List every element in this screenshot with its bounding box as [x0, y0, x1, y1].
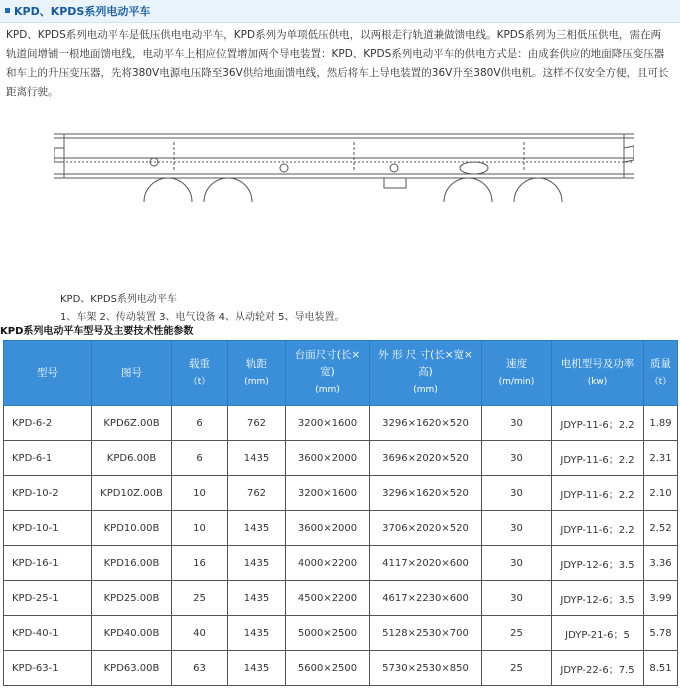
- table-title: KPD系列电动平车型号及主要技术性能参数: [0, 326, 194, 337]
- speed-cell: 30: [482, 441, 552, 476]
- column-header: 电机型号及功率 (kw): [552, 341, 644, 406]
- speed-cell: 30: [482, 546, 552, 581]
- model-cell: KPD-10-2: [4, 476, 92, 511]
- mass-cell: 3.36: [644, 546, 678, 581]
- deck-size-cell: 3600×2000: [286, 441, 370, 476]
- column-header: 图号: [92, 341, 172, 406]
- model-cell: KPD-63-1: [4, 651, 92, 686]
- overall-size-cell: 4117×2020×600: [370, 546, 482, 581]
- column-header: 轨距 (mm): [228, 341, 286, 406]
- motor-cell: JDYP-22-6；7.5: [552, 651, 644, 686]
- table-row: [4, 476, 678, 511]
- drawing-no-cell: KPD25.00B: [92, 581, 172, 616]
- motor-cell: JDYP-11-6；2.2: [552, 441, 644, 476]
- platform-car-drawing: [54, 128, 634, 202]
- model-cell: KPD-10-1: [4, 511, 92, 546]
- load-cell: 25: [172, 581, 228, 616]
- speed-cell: 30: [482, 511, 552, 546]
- model-cell: KPD-40-1: [4, 616, 92, 651]
- gauge-cell: 1435: [228, 511, 286, 546]
- load-cell: 6: [172, 406, 228, 441]
- gauge-cell: 762: [228, 476, 286, 511]
- section-title-bar: [0, 0, 680, 23]
- speed-cell: 30: [482, 406, 552, 441]
- drawing-no-cell: KPD6Z.00B: [92, 406, 172, 441]
- gauge-cell: 1435: [228, 651, 286, 686]
- motor-cell: JDYP-12-6；3.5: [552, 581, 644, 616]
- table-row: [4, 616, 678, 651]
- motor-cell: JDYP-11-6；2.2: [552, 406, 644, 441]
- overall-size-cell: 3296×1620×520: [370, 406, 482, 441]
- deck-size-cell: 3600×2000: [286, 511, 370, 546]
- overall-size-cell: 5730×2530×850: [370, 651, 482, 686]
- mass-cell: 5.78: [644, 616, 678, 651]
- drawing-no-cell: KPD10Z.00B: [92, 476, 172, 511]
- bullet-icon: [5, 8, 10, 13]
- table-header: [4, 341, 678, 406]
- deck-size-cell: 5600×2500: [286, 651, 370, 686]
- column-header: 速度 (m/min): [482, 341, 552, 406]
- column-header: 质量 （t）: [644, 341, 678, 406]
- deck-size-cell: 4500×2200: [286, 581, 370, 616]
- table-row: [4, 546, 678, 581]
- motor-cell: JDYP-11-6；2.2: [552, 476, 644, 511]
- drawing-no-cell: KPD6.00B: [92, 441, 172, 476]
- figure-caption: KPD、KPDS系列电动平车: [60, 294, 177, 305]
- gauge-cell: 1435: [228, 441, 286, 476]
- speed-cell: 30: [482, 581, 552, 616]
- overall-size-cell: 3696×2020×520: [370, 441, 482, 476]
- column-header: 型号: [4, 341, 92, 406]
- column-header: 台面尺寸(长×宽) (mm): [286, 341, 370, 406]
- speed-cell: 30: [482, 476, 552, 511]
- overall-size-cell: 5128×2530×700: [370, 616, 482, 651]
- load-cell: 63: [172, 651, 228, 686]
- deck-size-cell: 4000×2200: [286, 546, 370, 581]
- model-cell: KPD-16-1: [4, 546, 92, 581]
- gauge-cell: 1435: [228, 581, 286, 616]
- motor-cell: JDYP-11-6；2.2: [552, 511, 644, 546]
- column-header: 外 形 尺 寸(长×宽×高) (mm): [370, 341, 482, 406]
- header-row: [4, 341, 678, 406]
- table-row: [4, 441, 678, 476]
- mass-cell: 1.89: [644, 406, 678, 441]
- load-cell: 6: [172, 441, 228, 476]
- drawing-no-cell: KPD16.00B: [92, 546, 172, 581]
- motor-cell: JDYP-21-6；5: [552, 616, 644, 651]
- motor-cell: JDYP-12-6；3.5: [552, 546, 644, 581]
- drawing-no-cell: KPD40.00B: [92, 616, 172, 651]
- column-header: 载重 （t）: [172, 341, 228, 406]
- speed-cell: 25: [482, 616, 552, 651]
- drawing-no-cell: KPD10.00B: [92, 511, 172, 546]
- model-cell: KPD-25-1: [4, 581, 92, 616]
- overall-size-cell: 4617×2230×600: [370, 581, 482, 616]
- speed-cell: 25: [482, 651, 552, 686]
- section-title: KPD、KPDS系列电动平车: [14, 5, 151, 18]
- gauge-cell: 1435: [228, 546, 286, 581]
- load-cell: 40: [172, 616, 228, 651]
- deck-size-cell: 5000×2500: [286, 616, 370, 651]
- table-row: [4, 406, 678, 441]
- overall-size-cell: 3706×2020×520: [370, 511, 482, 546]
- mass-cell: 2.31: [644, 441, 678, 476]
- drawing-no-cell: KPD63.00B: [92, 651, 172, 686]
- intro-paragraph: KPD、KPDS系列电动平车是低压供电电动平车，KPD系列为单项低压供电，以两根走行轨道兼做馈电线。KPDS系列为三相低压供电，需在两轨道间增铺一根地面馈电线，电动平车上相应位置增加两个导电装置：KPD、KPDS系列电动平车的供电方式是：由成套供应的地面降压变压器和车上的升压变压器，先将380V电源电压降至36V供给地面馈电线，然后将车上导电装置的36V升至380V供电机。这样不仅安全方便，且可长距离行驶。: [6, 29, 669, 98]
- mass-cell: 8.51: [644, 651, 678, 686]
- load-cell: 10: [172, 476, 228, 511]
- overall-size-cell: 3296×1620×520: [370, 476, 482, 511]
- spec-table: [3, 340, 678, 686]
- figure-parts-legend: 1、车架 2、传动装置 3、电气设备 4、从动轮对 5、导电装置。: [60, 312, 345, 323]
- table-row: [4, 511, 678, 546]
- gauge-cell: 1435: [228, 616, 286, 651]
- mass-cell: 2.52: [644, 511, 678, 546]
- mass-cell: 2.10: [644, 476, 678, 511]
- model-cell: KPD-6-2: [4, 406, 92, 441]
- model-cell: KPD-6-1: [4, 441, 92, 476]
- load-cell: 10: [172, 511, 228, 546]
- table-row: [4, 651, 678, 686]
- table-row: [4, 581, 678, 616]
- table-body: [4, 406, 678, 686]
- deck-size-cell: 3200×1600: [286, 406, 370, 441]
- load-cell: 16: [172, 546, 228, 581]
- gauge-cell: 762: [228, 406, 286, 441]
- mass-cell: 3.99: [644, 581, 678, 616]
- deck-size-cell: 3200×1600: [286, 476, 370, 511]
